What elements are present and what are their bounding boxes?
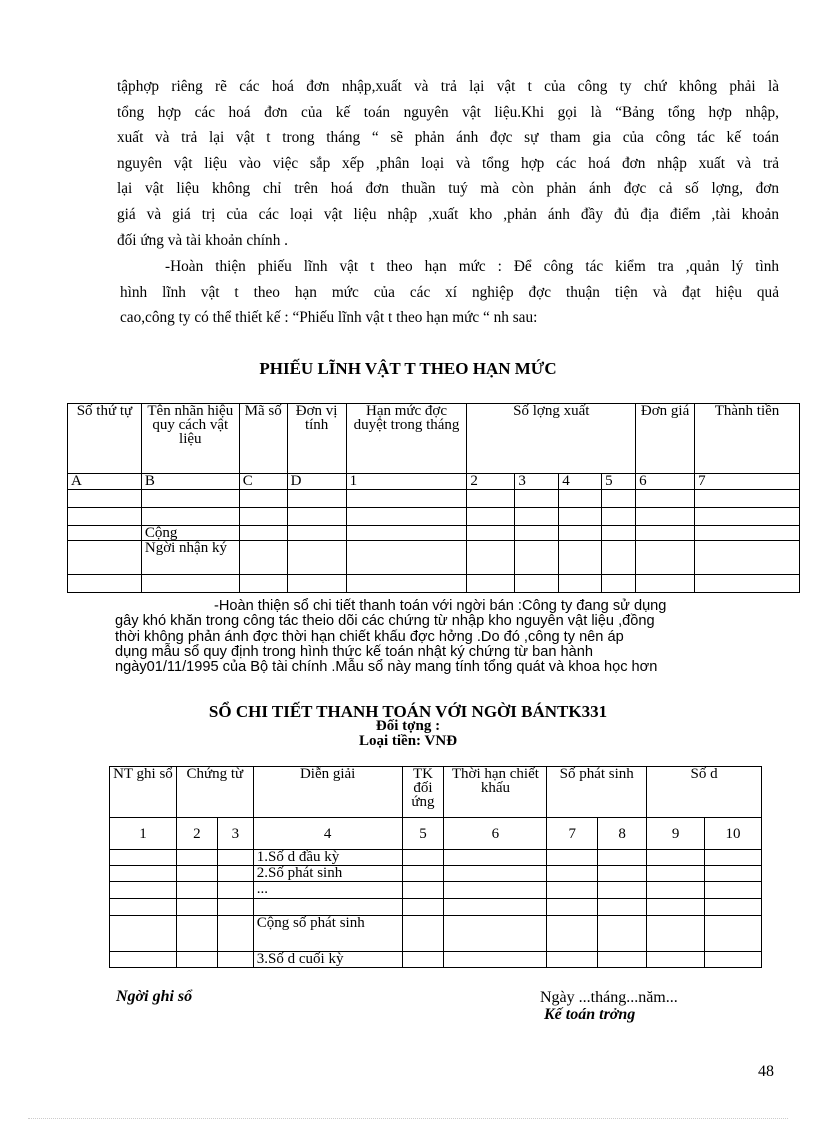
row-label: 2.Số phát sinh [253,866,402,882]
row-label: 3.Số d cuối kỳ [253,952,402,968]
header-phatsinh: Số phát sinh [547,767,647,818]
code-cell: D [287,474,346,490]
header-tk: TK đối ứng [402,767,444,818]
nguoi-ghi-so: Ngời ghi sổ [116,988,193,1005]
header-nt: NT ghi sổ [110,767,177,818]
text-line: dụng mẫu sổ quy định trong hình thức kế toán nhật ký chứng từ ban hành [115,643,593,660]
paragraph-1 [117,74,779,253]
header-thanhtien: Thành tiền [695,404,800,474]
header-stt: Số thứ tự [68,404,142,474]
text-line: -Hoàn thiện phiếu lĩnh vật t theo hạn mức : Để công tác kiểm tra ,quản lý tình [165,258,779,275]
table1-title: PHIẾU LĨNH VẬT T THEO HẠN MỨC [259,359,557,378]
table-row [68,526,800,541]
number-cell: 3 [217,818,253,850]
header-hanmuc: Hạn mức đợc duyệt trong tháng [346,404,467,474]
code-cell: 5 [602,474,636,490]
row-label: ... [253,882,402,899]
header-sodu: Số d [647,767,762,818]
text-line: hình lĩnh vật t theo hạn mức của các xí nghiệp đợc thuận tiện và đạt hiệu quả [120,283,779,301]
table-row [110,916,762,952]
table2-title: SỔ CHI TIẾT THANH TOÁN VỚI NGỜI BÁNTK331 [208,702,608,721]
code-cell: 4 [559,474,602,490]
number-cell: 10 [705,818,762,850]
text-line: tổng hợp các hoá đơn của kế toán nguyên vật liệu.Khi gọi là “Bảng tổng hợp nhập, [117,103,779,121]
date-line: Ngày ...tháng...năm... [540,989,678,1006]
page-number: 48 [758,1063,774,1080]
text-line: đối ứng và tài khoản chính . [117,231,288,249]
table-row [110,899,762,916]
number-cell: 6 [444,818,547,850]
text-line: cao,công ty có thể thiết kế : “Phiếu lĩnh vật t theo hạn mức “ nh sau: [120,309,538,327]
text-line: nguyên vật liệu vào việc sắp xếp ,phân loại và tổng hợp các hoá đơn nhập xuất và trả [117,154,779,172]
text-line: tậphợp riêng rẽ các hoá đơn nhập,xuất và trả lại vật t của công ty chứ không phải là [117,78,779,95]
table-row [68,575,800,593]
number-cell: 2 [176,818,217,850]
doituong-label: Đối tợng : [375,718,441,734]
text-line: xuất và trả lại vật t trong tháng “ sẽ phản ánh đợc sự tham gia của công tác kế toán [117,129,779,147]
table-row [110,866,762,882]
page-divider [28,1118,788,1119]
code-cell: C [239,474,287,490]
header-ma: Mã số [239,404,287,474]
ledger-table [109,766,762,968]
header-soluong: Số lợng xuất [467,404,636,474]
table-row [68,541,800,575]
table-row [110,952,762,968]
number-cell: 7 [547,818,598,850]
ke-toan-truong: Kế toán trởng [544,1006,636,1023]
paragraph-2 [117,254,779,331]
number-cell: 4 [253,818,402,850]
number-cell: 5 [402,818,444,850]
code-cell: 6 [636,474,695,490]
code-cell: 7 [695,474,800,490]
row-label: Cộng số phát sinh [253,916,402,952]
row-label: 1.Số d đầu kỳ [253,850,402,866]
number-cell: 8 [598,818,647,850]
code-cell: B [141,474,239,490]
header-diengiai: Diễn giải [253,767,402,818]
header-thoihan: Thời hạn chiết khấu [444,767,547,818]
loaitien-label: Loại tiền: VNĐ [358,733,458,749]
text-line: -Hoàn thiện sổ chi tiết thanh toán với ngời bán :Công ty đang sử dụng [214,598,667,614]
table-row [68,508,800,526]
row-label [253,899,402,916]
table-row [110,882,762,899]
text-line: lại vật liệu không chỉ trên hoá đơn thuần tuý mà còn phản ánh đợc cả số lợng, đơn [117,180,779,198]
header-ten: Tên nhãn hiệu quy cách vật liệu [141,404,239,474]
text-line: thời không phản ánh đợc thời hạn chiết khấu đợc hởng .Do đó ,công ty nên áp [115,628,624,645]
text-line: giá và giá trị của các loại vật liệu nhập ,xuất kho ,phản ánh đầy đủ địa điểm ,tài khoản [117,205,779,223]
text-line: gây khó khăn trong công tác theio dõi các chứng từ nhập kho nguyên vật liệu ,đồng [115,613,655,630]
requisition-table [67,403,800,593]
header-dongia: Đơn giá [636,404,695,474]
code-cell: A [68,474,142,490]
header-dvt: Đơn vị tính [287,404,346,474]
text-line: ngày01/11/1995 của Bộ tài chính .Mẫu sổ này mang tính tổng quát và khoa học hơn [115,659,658,676]
code-cell: 3 [515,474,559,490]
header-chungtu: Chứng từ [176,767,253,818]
code-cell: 2 [467,474,515,490]
number-cell: 1 [110,818,177,850]
table-row [110,850,762,866]
paragraph-3 [115,599,765,675]
number-cell: 9 [647,818,705,850]
nguoinhan-label: Ngời nhận ký [141,541,239,575]
table-row [68,490,800,508]
code-cell: 1 [346,474,467,490]
cong-label: Cộng [141,526,239,541]
